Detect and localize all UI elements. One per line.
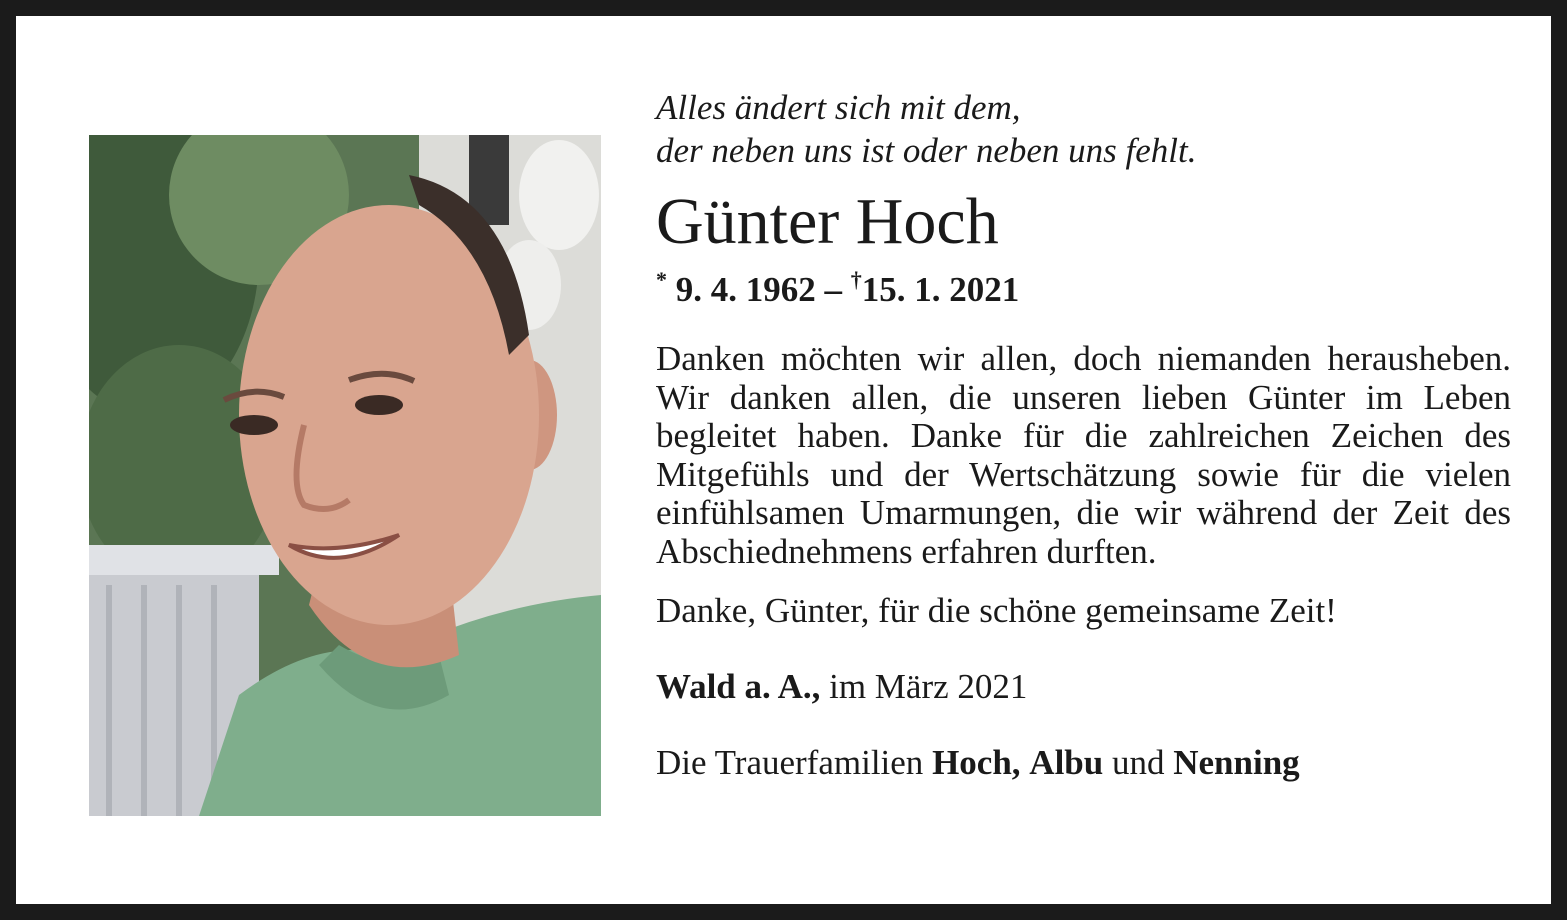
- portrait-photo: [89, 135, 601, 816]
- birth-symbol: *: [656, 267, 667, 292]
- quote-line-2: der neben uns ist oder neben uns fehlt.: [656, 131, 1197, 170]
- death-date: 15. 1. 2021: [861, 270, 1020, 309]
- obituary-text: [656, 86, 1511, 783]
- life-dates: [656, 260, 1511, 310]
- death-symbol: †: [850, 267, 862, 292]
- family-name-hoch: Hoch,: [932, 743, 1021, 782]
- family-prefix: Die Trauerfamilien: [656, 743, 924, 782]
- memorial-quote: [656, 86, 1511, 172]
- quote-line-1: Alles ändert sich mit dem,: [656, 88, 1021, 127]
- thank-you-paragraph: Danken möchten wir allen, doch niemanden herausheben. Wir danken allen, die unseren lieben Günter im Leben begleitet haben. Danke für die zahlreichen Zeichen des Mitgefühls und der Wertschätzung sowie für die vielen einfühlsamen Umarmungen, die wir während der Zeit des Abschiednehmens erfahren durften.: [656, 339, 1511, 571]
- family-name-nenning: Nenning: [1173, 743, 1300, 782]
- date-separator: –: [824, 270, 842, 309]
- closing-thanks: Danke, Günter, für die schöne gemeinsame Zeit!: [656, 591, 1337, 630]
- place-location: Wald a. A.,: [656, 667, 821, 706]
- mourning-families: [656, 743, 1511, 783]
- birth-date: 9. 4. 1962: [675, 270, 816, 309]
- portrait-illustration: [89, 135, 601, 816]
- family-name-albu: Albu: [1029, 743, 1104, 782]
- family-conjunction: und: [1111, 743, 1165, 782]
- place-date: im März 2021: [829, 667, 1028, 706]
- place-and-date: [656, 667, 1511, 707]
- deceased-name: Günter Hoch: [656, 185, 999, 258]
